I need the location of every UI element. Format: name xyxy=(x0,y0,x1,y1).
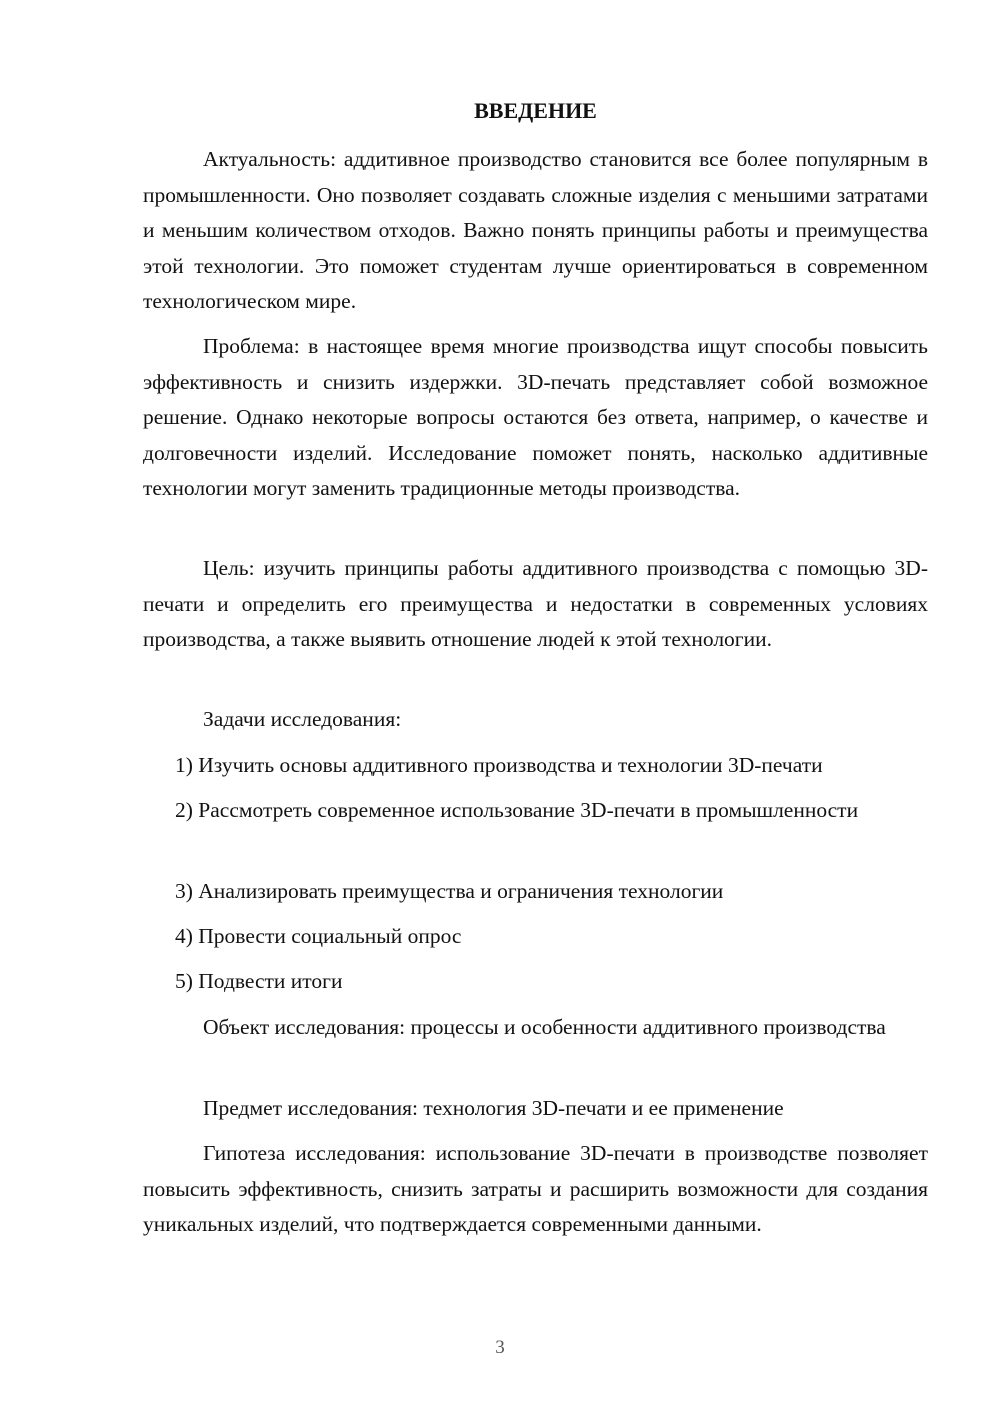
object-paragraph: Объект исследования: процессы и особенности аддитивного производства xyxy=(203,1015,886,1039)
relevance-paragraph: Актуальность: аддитивное производство становится все более популярным в промышленности. Оно позволяет создавать сложные изделия с меньшими затратами и меньшим количеством отходов. Важно понять принципы работы и преимущества этой технологии. Это поможет студентам лучше ориентироваться в современном технологическом мире. xyxy=(143,147,928,313)
task-item-3: 3) Анализировать преимущества и ограничения технологии xyxy=(175,879,724,903)
tasks-heading: Задачи исследования: xyxy=(203,707,402,731)
goal-paragraph: Цель: изучить принципы работы аддитивного производства с помощью 3D-печати и определить его преимущества и недостатки в современных условиях производства, а также выявить отношение людей к этой технологии. xyxy=(143,556,928,651)
task-item-1: 1) Изучить основы аддитивного производства и технологии 3D-печати xyxy=(175,753,823,777)
subject-paragraph: Предмет исследования: технология 3D-печати и ее применение xyxy=(203,1096,784,1120)
task-item-2: 2) Рассмотреть современное использование 3D-печати в промышленности xyxy=(175,798,859,822)
hypothesis-paragraph: Гипотеза исследования: использование 3D-печати в производстве позволяет повысить эффективность, снизить затраты и расширить возможности для создания уникальных изделий, что подтверждается современными данными. xyxy=(143,1141,928,1236)
problem-paragraph: Проблема: в настоящее время многие производства ищут способы повысить эффективность и снизить издержки. 3D-печать представляет собой возможное решение. Однако некоторые вопросы остаются без ответа, например, о качестве и долговечности изделий. Исследование поможет понять, насколько аддитивные технологии могут заменить традиционные методы производства. xyxy=(143,334,928,500)
task-item-5: 5) Подвести итоги xyxy=(175,969,343,993)
page-title: ВВЕДЕНИЕ xyxy=(474,98,597,123)
task-item-4: 4) Провести социальный опрос xyxy=(175,924,462,948)
page-number: 3 xyxy=(495,1337,505,1358)
